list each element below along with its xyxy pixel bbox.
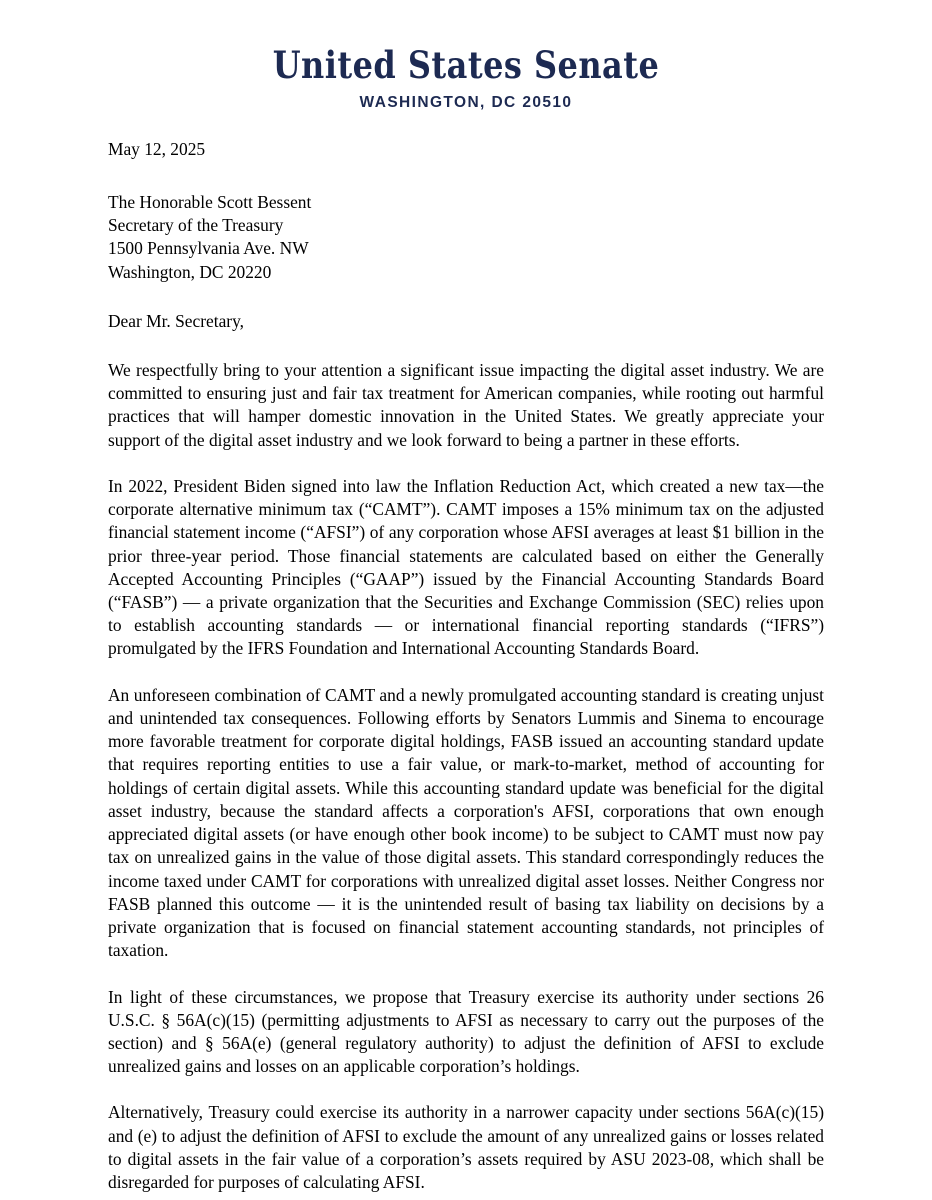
letter-date: May 12, 2025 (108, 138, 206, 159)
salutation: Dear Mr. Secretary, (108, 310, 244, 331)
letter-body (108, 112, 824, 1195)
letterhead (0, 0, 932, 112)
recipient-title: Secretary of the Treasury (108, 215, 284, 236)
letter-paragraph: In light of these circumstances, we propose that Treasury exercise its authority under sections 26 U.S.C. § 56A(c)(15) (permitting adjustments to AFSI as necessary to carry out the purposes of the section) and § 56A(e) (general regulatory authority) to adjust the definition of AFSI to exclude unrealized gains and losses on an applicable corporation’s holdings. (108, 986, 824, 1077)
letter-paragraph: In 2022, President Biden signed into law the Inflation Reduction Act, which created a new tax—the corporate alternative minimum tax (“CAMT”). CAMT imposes a 15% minimum tax on the adjusted financial statement income (“AFSI”) of any corporation whose AFSI averages at least $1 billion in the prior three-year period. Those financial statements are calculated based on either the Generally Accepted Accounting Principles (“GAAP”) issued by the Financial Accounting Standards Board (“FASB”) — a private organization that the Securities and Exchange Commission (SEC) relies upon to establish accounting standards — or international financial reporting standards (“IFRS”) promulgated by the IFRS Foundation and International Accounting Standards Board. (108, 475, 824, 659)
senate-subtitle: WASHINGTON, DC 20510 (359, 93, 573, 111)
recipient-name: The Honorable Scott Bessent (108, 192, 312, 213)
letter-paragraph: We respectfully bring to your attention a significant issue impacting the digital asset industry. We are committed to ensuring just and fair tax treatment for American companies, while rooting out harmful practices that will hamper domestic innovation in the United States. We greatly appreciate your support of the digital asset industry and we look forward to being a partner in these efforts. (108, 359, 824, 450)
recipient-city-state-zip: Washington, DC 20220 (108, 261, 272, 282)
senate-title: United States Senate (272, 43, 660, 87)
letter-paragraph: Alternatively, Treasury could exercise its authority in a narrower capacity under sections 56A(c)(15) and (e) to adjust the definition of AFSI to exclude the amount of any unrealized gains or losses related to digital assets in the fair value of a corporation’s assets required by ASU 2023-08, which shall be disregarded for purposes of calculating AFSI. (108, 1102, 824, 1193)
recipient-address-block (108, 191, 824, 284)
recipient-street: 1500 Pennsylvania Ave. NW (108, 238, 309, 259)
letter-paragraph: An unforeseen combination of CAMT and a newly promulgated accounting standard is creating unjust and unintended tax consequences. Following efforts by Senators Lummis and Sinema to encourage more favorable treatment for corporate digital holdings, FASB issued an accounting standard update that requires reporting entities to use a fair value, or mark-to-market, method of accounting for holdings of certain digital assets. While this accounting standard update was beneficial for the digital asset industry, because the standard affects a corporation's AFSI, corporations that own enough appreciated digital assets (or have enough other book income) to be subject to CAMT must now pay tax on unrealized gains in the value of those digital assets. This standard correspondingly reduces the income taxed under CAMT for corporations with unrealized digital asset losses. Neither Congress nor FASB planned this outcome — it is the unintended result of basing tax liability on decisions by a private organization that is focused on financial statement accounting standards, not principles of taxation. (108, 684, 824, 961)
